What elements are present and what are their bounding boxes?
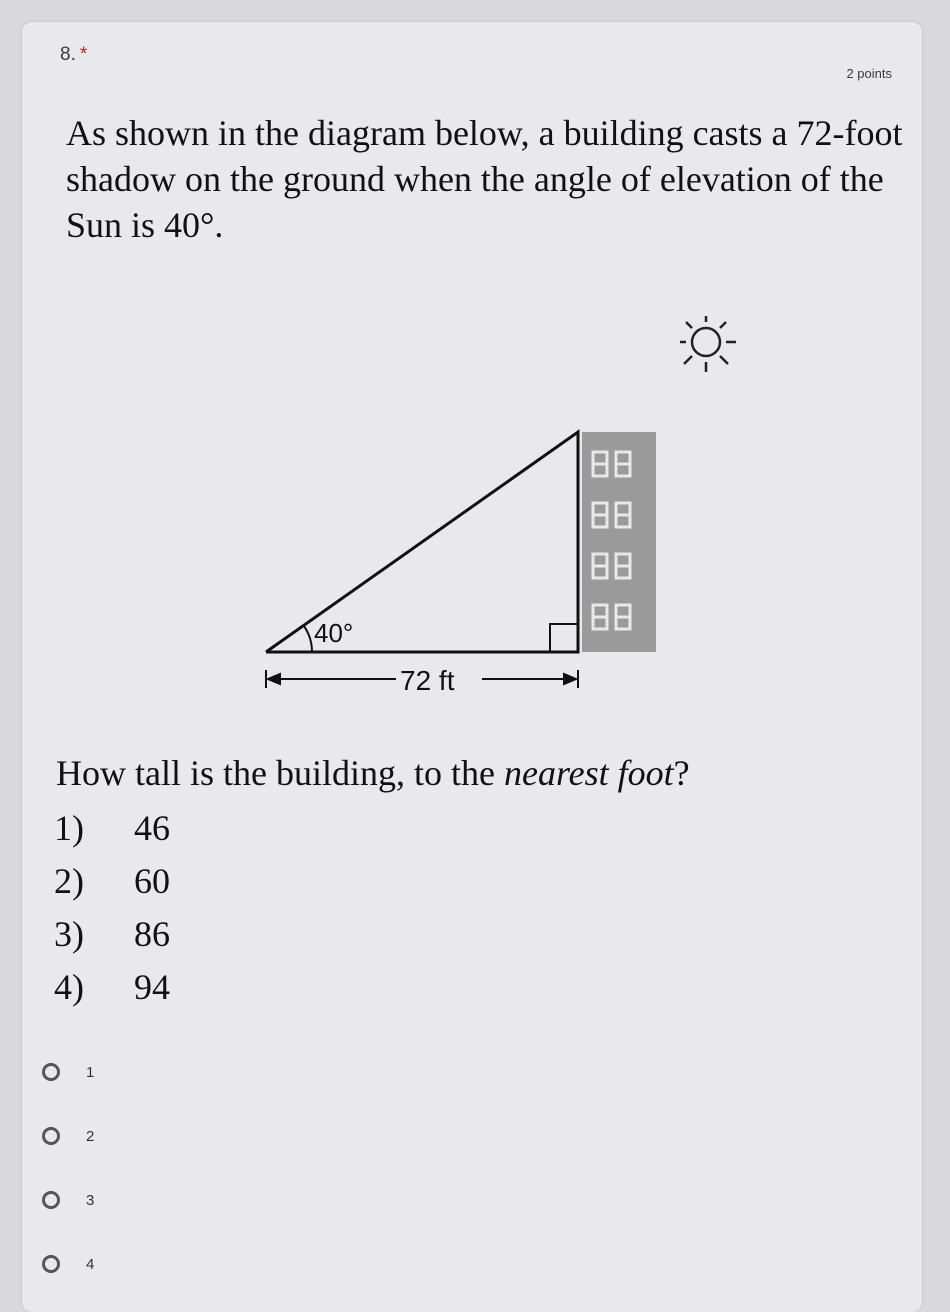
radio-button[interactable] — [42, 1063, 60, 1081]
choice-row — [54, 860, 170, 913]
question-card — [22, 22, 922, 1312]
right-angle-marker — [550, 624, 578, 652]
radio-label[interactable]: 2 — [86, 1127, 95, 1145]
radio-label[interactable]: 1 — [86, 1063, 95, 1081]
choice-value: 94 — [134, 967, 170, 1007]
question-emphasis: nearest foot — [503, 753, 674, 793]
answer-choices — [54, 807, 170, 1019]
radio-option-3[interactable] — [42, 1168, 94, 1232]
choice-value: 60 — [134, 861, 170, 901]
question-suffix: ? — [673, 753, 690, 793]
triangle — [266, 432, 578, 652]
choice-row — [54, 913, 170, 966]
required-asterisk: * — [79, 44, 88, 65]
choice-number: 3) — [54, 914, 84, 954]
choice-row — [54, 966, 170, 1019]
choice-number: 1) — [54, 808, 84, 848]
question-text — [56, 752, 690, 794]
building-shadow-diagram — [22, 22, 922, 742]
radio-label[interactable]: 4 — [86, 1255, 95, 1273]
radio-option-4[interactable] — [42, 1232, 94, 1296]
points-label: 2 points — [846, 66, 892, 81]
radio-option-1[interactable] — [42, 1040, 94, 1104]
sun-icon — [680, 316, 736, 372]
choice-value: 46 — [134, 808, 170, 848]
radio-button[interactable] — [42, 1255, 60, 1273]
angle-arc — [304, 626, 312, 652]
question-prefix: How tall is the building, to the — [56, 753, 504, 793]
choice-number: 4) — [54, 967, 84, 1007]
distance-label: 72 ft — [400, 665, 455, 696]
radio-button[interactable] — [42, 1191, 60, 1209]
angle-label: 40° — [314, 618, 354, 648]
radio-group — [42, 1040, 94, 1296]
radio-label[interactable]: 3 — [86, 1191, 95, 1209]
choice-number: 2) — [54, 861, 84, 901]
question-number-text: 8. — [60, 44, 76, 65]
choice-row — [54, 807, 170, 860]
question-prompt: As shown in the diagram below, a building casts a 72-foot shadow on the ground when the angle of elevation of the Sun is 40°. — [66, 113, 903, 245]
radio-option-2[interactable] — [42, 1104, 94, 1168]
radio-button[interactable] — [42, 1127, 60, 1145]
choice-value: 86 — [134, 914, 170, 954]
